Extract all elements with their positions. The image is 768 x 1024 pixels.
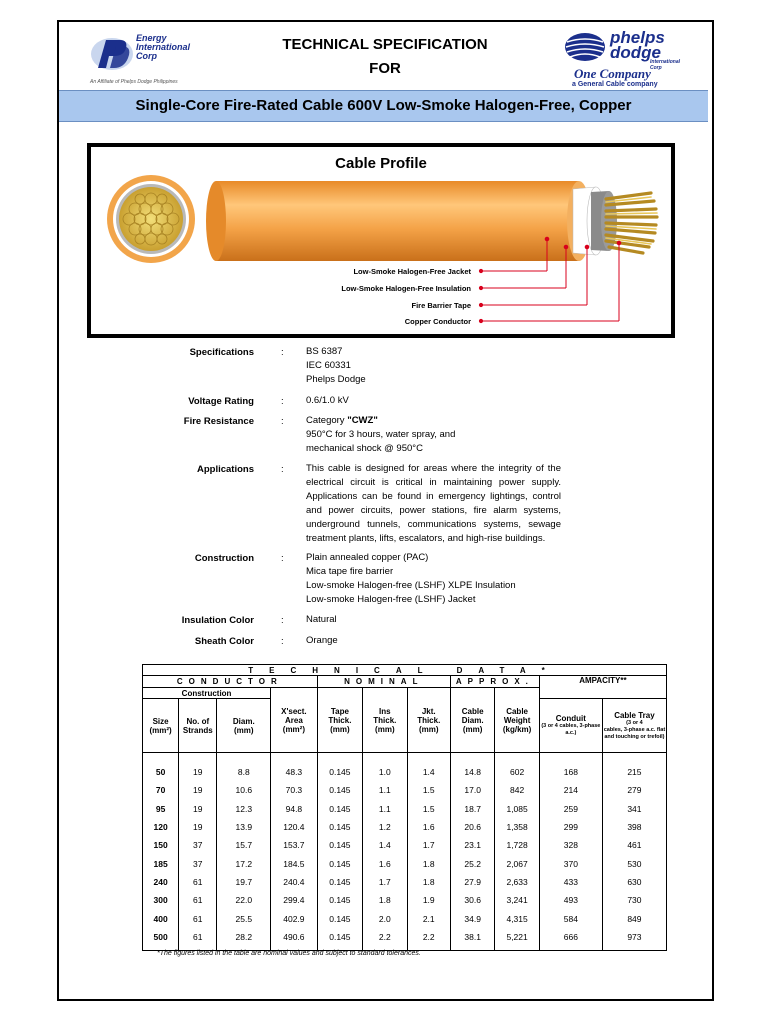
table-cell: 1.8 [407,854,450,872]
table-cell: 95 [143,800,179,818]
table-row [143,818,667,836]
table-cell: 433 [539,873,602,891]
group-ampacity: AMPACITY** [539,676,666,699]
col-tray: Cable Tray (3 or 4 cables, 3-phase a.c. flat and touching or trefoil) [602,699,666,753]
table-cell: 25.5 [217,909,271,927]
table-cell: 10.6 [217,781,271,799]
col-strands: No. of Strands [179,699,217,753]
table-cell: 400 [143,909,179,927]
table-cell: 19 [179,800,217,818]
table-cell: 300 [143,891,179,909]
table-cell: 185 [143,854,179,872]
colon: : [281,615,284,626]
colon: : [281,416,284,427]
table-cell: 0.145 [317,928,362,951]
doc-title-line1: TECHNICAL SPECIFICATION [282,36,488,53]
colon: : [281,396,284,407]
table-cell: 666 [539,928,602,951]
table-cell: 2,067 [495,854,539,872]
table-cell: 70 [143,781,179,799]
applications-value: This cable is designed for areas where the integrity of the electrical circuit is critical in maintaining power supply. Applications can be found in emergency lightings, control and power circuits, power stations, fire alarm systems, underground tunnels, communications systems, sewage treatment plants, lifts, escalators, and high-rise buildings. [306,463,561,544]
general-cable-text: a General Cable company [572,81,658,88]
table-cell: 22.0 [217,891,271,909]
table-cell: 48.3 [271,753,318,782]
table-cell: 602 [495,753,539,782]
fire-resistance-value: Category "CWZ" 950°C for 3 hours, water spray, and mechanical shock @ 950°C [306,415,456,454]
table-cell: 37 [179,854,217,872]
table-cell: 14.8 [450,753,494,782]
table-cell: 19 [179,818,217,836]
table-cell: 1.4 [407,753,450,782]
table-cell: 30.6 [450,891,494,909]
table-cell: 61 [179,873,217,891]
specifications-label: Specifications [189,347,254,358]
colon: : [281,347,284,358]
applications-label: Applications [196,464,254,475]
table-cell: 94.8 [271,800,318,818]
table-cell: 1.8 [407,873,450,891]
brand-subtext: International Corp [650,59,681,71]
col-cable-diam: Cable Diam. (mm) [450,688,494,753]
table-cell: 120 [143,818,179,836]
table-cell: 19 [179,753,217,782]
table-cell: 150 [143,836,179,854]
table-cell: 490.6 [271,928,318,951]
globe-icon [564,32,606,62]
table-cell: 1.6 [363,854,407,872]
table-cell: 299.4 [271,891,318,909]
table-cell: 842 [495,781,539,799]
table-cell: 70.3 [271,781,318,799]
table-cell: 0.145 [317,753,362,782]
col-diam: Diam. (mm) [217,699,271,753]
table-body [143,753,667,951]
callout-insulation: Low-Smoke Halogen-Free Insulation [341,284,471,293]
table-cell: 28.2 [217,928,271,951]
table-cell: 279 [602,781,666,799]
table-cell: 1.1 [363,781,407,799]
cable-profile-frame [87,143,675,338]
col-conduit: Conduit (3 or 4 cables, 3-phase a.c.) [539,699,602,753]
table-cell: 2.2 [363,928,407,951]
table-cell: 584 [539,909,602,927]
col-cable-weight: Cable Weight (kg/km) [495,688,539,753]
table-cell: 61 [179,928,217,951]
sheath-color-label: Sheath Color [194,636,254,647]
table-cell: 184.5 [271,854,318,872]
callout-jacket: Low-Smoke Halogen-Free Jacket [353,267,471,276]
table-cell: 61 [179,909,217,927]
table-cell: 398 [602,818,666,836]
insulation-color-label: Insulation Color [181,615,254,626]
table-cell: 2,633 [495,873,539,891]
table-cell: 370 [539,854,602,872]
table-row [143,891,667,909]
table-cell: 13.9 [217,818,271,836]
table-cell: 1.8 [363,891,407,909]
table-cell: 402.9 [271,909,318,927]
table-cell: 17.0 [450,781,494,799]
cable-profile-panel [91,147,671,334]
table-cell: 493 [539,891,602,909]
table-cell: 0.145 [317,836,362,854]
table-cell: 0.145 [317,781,362,799]
table-cell: 1.7 [407,836,450,854]
table-cell: 61 [179,891,217,909]
product-subtitle: Single-Core Fire-Rated Cable 600V Low-Smoke Halogen-Free, Copper [135,97,632,114]
group-approx: APPROX. [450,676,539,688]
voltage-label: Voltage Rating [188,396,254,407]
group-conductor: CONDUCTOR [143,676,318,688]
table-cell: 27.9 [450,873,494,891]
table-cell: 153.7 [271,836,318,854]
table-cell: 15.7 [217,836,271,854]
table-title: TECHNICAL DATA* [143,665,667,676]
cable-profile-title: Cable Profile [335,155,427,172]
logo-affiliate-text: An Affiliate of Phelps Dodge Philippines [90,79,178,85]
table-cell: 34.9 [450,909,494,927]
table-cell: 299 [539,818,602,836]
table-row [143,800,667,818]
construction-value: Plain annealed copper (PAC) Mica tape fire barrier Low-smoke Halogen-free (LSHF) XLPE Insulation Low-smoke Halogen-free (LSHF) Jacket [306,552,516,605]
table-cell: 214 [539,781,602,799]
table-cell: 0.145 [317,873,362,891]
table-cell: 328 [539,836,602,854]
table-cell: 2.1 [407,909,450,927]
col-xsect: X'sect. Area (mm²) [271,688,318,753]
table-row [143,928,667,951]
table-cell: 215 [602,753,666,782]
col-size: Size (mm²) [143,699,179,753]
brand-wordmark: phelps dodge [610,28,665,62]
table-cell: 630 [602,873,666,891]
table-cell: 461 [602,836,666,854]
table-cell: 5,221 [495,928,539,951]
table-cell: 3,241 [495,891,539,909]
col-tape: Tape Thick. (mm) [317,688,362,753]
table-cell: 2.0 [363,909,407,927]
callout-conductor: Copper Conductor [404,317,471,326]
table-cell: 1.6 [407,818,450,836]
table-cell: 38.1 [450,928,494,951]
sheath-color-value: Orange [306,635,338,646]
table-cell: 8.8 [217,753,271,782]
table-cell: 341 [602,800,666,818]
table-cell: 0.145 [317,800,362,818]
table-cell: 50 [143,753,179,782]
colon: : [281,636,284,647]
table-cell: 168 [539,753,602,782]
pd-monogram-icon [90,32,134,76]
table-cell: 1.1 [363,800,407,818]
subtitle-bar [59,90,708,122]
table-cell: 1.2 [363,818,407,836]
table-cell: 17.2 [217,854,271,872]
one-company-signature: One Company [574,66,651,81]
table-cell: 1,358 [495,818,539,836]
table-cell: 0.145 [317,854,362,872]
callout-fire-barrier: Fire Barrier Tape [411,301,471,310]
energy-international-logo [90,30,210,86]
table-cell: 500 [143,928,179,951]
table-cell: 259 [539,800,602,818]
table-cell: 4,315 [495,909,539,927]
colon: : [281,553,284,564]
table-cell: 0.145 [317,909,362,927]
table-footnote: *The figures listed in the table are nominal values and subject to standard tolerances. [157,950,421,957]
table-cell: 23.1 [450,836,494,854]
table-cell: 0.145 [317,891,362,909]
table-cell: 1.9 [407,891,450,909]
table-cell: 530 [602,854,666,872]
table-row [143,909,667,927]
table-cell: 25.2 [450,854,494,872]
table-cell: 20.6 [450,818,494,836]
table-row [143,873,667,891]
construction-label: Construction [194,553,254,564]
table-row [143,753,667,782]
col-ins: Ins Thick. (mm) [363,688,407,753]
table-cell: 240.4 [271,873,318,891]
table-cell: 1.7 [363,873,407,891]
col-jkt: Jkt. Thick. (mm) [407,688,450,753]
phelps-dodge-logo [562,30,692,90]
voltage-value: 0.6/1.0 kV [306,395,349,406]
fire-resistance-label: Fire Resistance [183,416,254,427]
specifications-value: BS 6387 IEC 60331 Phelps Dodge [306,346,366,385]
table-cell: 37 [179,836,217,854]
table-cell: 12.3 [217,800,271,818]
table-cell: 1.0 [363,753,407,782]
table-cell: 240 [143,873,179,891]
table-cell: 973 [602,928,666,951]
table-cell: 730 [602,891,666,909]
table-cell: 19.7 [217,873,271,891]
table-row [143,836,667,854]
insulation-color-value: Natural [306,614,337,625]
table-cell: 1.5 [407,781,450,799]
table-cell: 849 [602,909,666,927]
table-row [143,854,667,872]
table-cell: 1,728 [495,836,539,854]
table-cell: 1.5 [407,800,450,818]
table-cell: 120.4 [271,818,318,836]
table-cell: 19 [179,781,217,799]
construction-subheader: Construction [143,688,271,699]
table-cell: 1.4 [363,836,407,854]
technical-data-table [142,664,667,951]
table-row [143,781,667,799]
cable-cross-section-icon [107,175,195,263]
colon: : [281,464,284,475]
table-cell: 1,085 [495,800,539,818]
table-cell: 0.145 [317,818,362,836]
logo-wordmark: Energy International Corp [136,33,191,61]
table-cell: 2.2 [407,928,450,951]
doc-title-line2: FOR [369,60,401,77]
table-cell: 18.7 [450,800,494,818]
cable-side-view [206,181,657,261]
group-nominal: NOMINAL [317,676,450,688]
